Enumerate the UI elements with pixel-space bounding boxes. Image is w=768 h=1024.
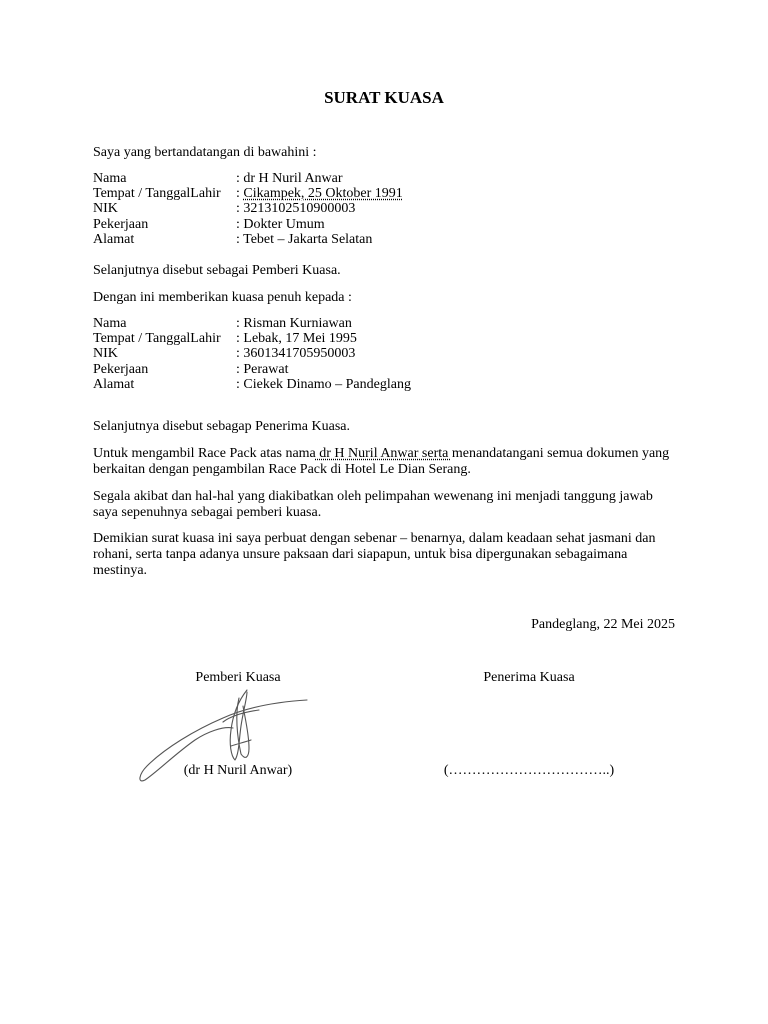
grantee-signature-name: (……………………………..)	[443, 763, 615, 778]
document-title: SURAT KUASA	[324, 88, 444, 107]
grantee-name-row	[93, 316, 411, 331]
grantor-details	[93, 171, 403, 247]
grantor-birth-row	[93, 186, 403, 201]
field-value: : Perawat	[236, 361, 289, 377]
field-value: : Lebak, 17 Mei 1995	[236, 331, 357, 347]
purpose-paragraph	[93, 446, 678, 478]
grantee-address-row	[93, 377, 411, 392]
field-value: : Tebet – Jakarta Selatan	[236, 231, 373, 247]
grantor-name-row	[93, 171, 403, 186]
field-value: : Ciekek Dinamo – Pandeglang	[236, 376, 411, 392]
field-label: Pekerjaan	[93, 216, 149, 232]
grantee-statement: Selanjutnya disebut sebagap Penerima Kuasa.	[93, 419, 350, 434]
field-label: NIK	[93, 346, 118, 362]
field-label: Alamat	[93, 376, 135, 392]
field-value: : dr H Nuril Anwar	[236, 171, 343, 186]
place-and-date: Pandeglang, 22 Mei 2025	[531, 617, 675, 632]
field-label: Alamat	[93, 231, 135, 247]
field-label: Tempat / TanggalLahir	[93, 331, 221, 347]
purpose-highlight: dr H Nuril Anwar serta	[315, 446, 452, 461]
closing-paragraph: Demikian surat kuasa ini saya perbuat dengan sebenar – benarnya, dalam keadaan sehat jasmani dan rohani, serta tanpa adanya unsure paksaan dari siapapun, untuk bisa dipergunakan sebagaimana mestinya.	[93, 531, 656, 578]
grantee-details	[93, 316, 411, 392]
field-label: NIK	[93, 201, 118, 217]
field-label: Nama	[93, 171, 127, 186]
grantor-signature-name: (dr H Nuril Anwar)	[183, 763, 293, 778]
field-value: : 3213102510900003	[236, 201, 356, 217]
grantee-job-row	[93, 362, 411, 377]
field-value: : 3601341705950003	[236, 346, 356, 362]
purpose-after: menandatangani semua dokumen yang berkaitan dengan pengambilan Race Pack di Hotel Le Dian Serang.	[93, 446, 670, 477]
grant-statement: Dengan ini memberikan kuasa penuh kepada :	[93, 290, 352, 305]
field-label: Tempat / TanggalLahir	[93, 186, 221, 202]
grantee-birth-row	[93, 331, 411, 346]
field-label: Nama	[93, 316, 127, 331]
colon: :	[236, 186, 244, 202]
field-value	[236, 186, 403, 201]
grantor-address-row	[93, 232, 403, 247]
grantor-statement: Selanjutnya disebut sebagai Pemberi Kuasa.	[93, 263, 341, 278]
field-value: : Risman Kurniawan	[236, 316, 352, 331]
grantor-signature-title: Pemberi Kuasa	[195, 670, 281, 685]
birth-value-marked: Cikampek, 25 Oktober 1991	[243, 186, 403, 202]
intro-text: Saya yang bertandatangan di bawahini :	[93, 145, 317, 160]
grantor-job-row	[93, 217, 403, 232]
grantor-nik-row	[93, 201, 403, 216]
field-label: Pekerjaan	[93, 361, 149, 377]
grantee-signature-title: Penerima Kuasa	[483, 670, 575, 685]
purpose-before: Untuk mengambil Race Pack atas nama	[93, 446, 316, 461]
grantee-nik-row	[93, 346, 411, 361]
field-value: : Dokter Umum	[236, 216, 325, 232]
responsibility-paragraph: Segala akibat dan hal-hal yang diakibatkan oleh pelimpahan wewenang ini menjadi tanggung jawab saya sepenuhnya sebagai pemberi kuasa.	[93, 489, 653, 520]
